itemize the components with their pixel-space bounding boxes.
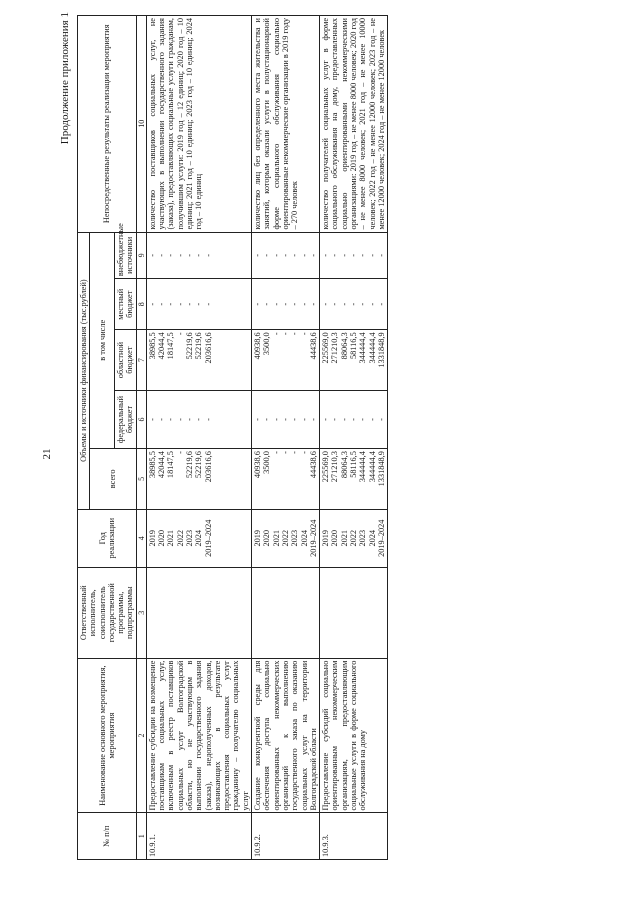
total-cell-value: 271210,3 [330,451,340,483]
offbudget-cell-value: - [290,253,300,257]
col-number: 10 [136,16,146,233]
local-cell-value: - [147,302,157,306]
offbudget-cell-value: - [203,253,213,257]
local-cell-value: - [262,302,272,306]
federal-cell-value: - [184,418,194,421]
local-cell-value: - [299,302,309,306]
local-cell-value: - [339,302,349,306]
total-cell-value: - [290,451,300,454]
offbudget-cell [252,232,320,279]
year-cell-value: 2023 [184,529,194,547]
local-cell-value: - [330,302,340,306]
regional-cell-value: 225569,0 [321,332,331,364]
page-number: 21 [41,448,53,460]
regional-cell-value: 88064,3 [339,332,349,360]
local-cell-value: - [184,302,194,306]
col-number: 8 [136,279,146,330]
year-cell-value: 2021 [339,529,349,547]
year-cell-value: 2021 [166,529,176,547]
local-cell-value: - [376,302,386,306]
results-cell: количество получателей социальных услуг в форме социального обслуживания на дому, предоставленных социально ориентированными некоммерческими организациями: 2019 год – не менее 8000 человек; 2020 год – не менее 8000 человек; 2021 год – не менее 10000 человек; 2022 год – не менее 12000 человек; 2023 год – не менее 12000 человек; 2024 год – не менее 12000 человек [320,16,388,233]
offbudget-cell-value: - [184,253,194,257]
federal-cell-value: - [321,418,331,421]
col-number: 4 [136,509,146,567]
table-row [320,16,388,860]
rotated-content [57,10,617,860]
measure-name: Создание конкурентной среды для обеспечения доступа социально ориентированных некоммерческих организаций к выполнению государственного заказа по оказанию социальных услуг на территории Волгоградской области [252,658,320,813]
local-cell-value: - [271,302,281,306]
header-local: местный бюджет [115,279,137,330]
offbudget-cell-value: - [330,253,340,257]
col-number: 6 [136,390,146,448]
total-cell-value: 203616,6 [203,451,213,483]
regional-cell-value: - [271,332,281,336]
total-cell [320,449,388,510]
offbudget-cell-value: - [253,253,263,257]
col-number: 7 [136,330,146,391]
year-cell-value: 2019 [253,529,263,547]
year-cell-value: 2022 [280,529,290,547]
measure-name: Предоставление субсидий социально ориентированным некоммерческим организациям, предоставляющим социальные услуги в форме социального обслуживания на дому [320,658,388,813]
continuation-note: Продолжение приложения 1 [59,12,71,145]
row-number: 10.9.3. [320,813,388,860]
year-cell-value: 2019 [321,529,331,547]
federal-cell-value: - [166,418,176,421]
federal-cell-value: - [253,418,263,421]
year-cell [252,509,320,567]
offbudget-cell-value: - [280,253,290,257]
federal-cell-value: - [262,418,272,421]
year-cell-value: 2020 [330,529,340,547]
header-financing: Объемы и источники финансирования (тыс.рублей) [78,232,90,509]
offbudget-cell-value: - [157,253,167,257]
executor-cell [252,567,320,658]
year-cell [320,509,388,567]
year-cell-value: 2022 [349,529,359,547]
offbudget-cell-value: - [299,253,309,257]
federal-cell-value: - [358,418,368,421]
local-cell-value: - [308,302,318,306]
federal-cell-value: - [367,418,377,421]
total-cell-value: 225569,0 [321,451,331,483]
total-cell-value: 1331848,9 [376,451,386,487]
total-cell-value: 18147,5 [166,451,176,479]
total-cell-value: 58116,5 [349,451,359,478]
federal-cell-value: - [349,418,359,421]
regional-cell-value: 203616,6 [203,332,213,364]
regional-cell-value: - [280,332,290,336]
federal-cell-value: - [339,418,349,421]
local-cell-value: - [194,302,204,306]
regional-cell-value: 40938,6 [253,332,263,360]
col-number: 1 [136,813,146,860]
col-number: 9 [136,232,146,279]
offbudget-cell-value: - [147,253,157,257]
federal-cell [252,390,320,448]
federal-cell [146,390,251,448]
federal-cell-value: - [194,418,204,421]
total-cell-value: - [271,451,281,454]
year-cell-value: 2024 [367,529,377,547]
results-cell: количество лиц без определенного места жительства и занятий, которым оказали услуги в полустационарной форме социального обслуживания социально ориентированные некоммерческие организации в 2019 году – 270 человек [252,16,320,233]
local-cell-value: - [203,302,213,306]
year-cell-value: 2024 [299,529,309,547]
offbudget-cell-value: - [175,253,185,257]
federal-cell-value: - [157,418,167,421]
total-cell-value: 88064,3 [339,451,349,479]
local-cell [252,279,320,330]
local-cell-value: - [321,302,331,306]
header-year: Год реализации [78,509,137,567]
regional-cell-value: 52219,6 [184,332,194,360]
offbudget-cell-value: - [194,253,204,257]
regional-cell-value: 3500,0 [262,332,272,356]
total-cell-value: 52219,6 [194,451,204,479]
year-cell-value: 2020 [262,529,272,547]
results-cell: количество поставщиков социальных услуг, не участвующих в выполнении государственного задания (заказа), предоставляющих социальные услуги гражданам, получившим услуги: 2019 год – 12 единиц; 2020 год – 10 единиц; 2021 год – 10 единиц; 2023 год – 10 единиц; 2024 год – 10 единиц [146,16,251,233]
offbudget-cell-value: - [358,253,368,257]
federal-cell-value: - [280,418,290,421]
year-cell-value: 2024 [194,529,204,547]
total-cell-value: 40938,6 [253,451,263,479]
regional-cell [146,330,251,391]
local-cell-value: - [358,302,368,306]
local-cell [146,279,251,330]
table-row [252,16,320,860]
table-row [146,16,251,860]
header-federal: федеральный бюджет [115,390,137,448]
col-number: 3 [136,567,146,658]
regional-cell-value: 52219,6 [194,332,204,360]
federal-cell-value: - [376,418,386,421]
year-cell-value: 2019–2024 [203,519,213,557]
total-cell [252,449,320,510]
offbudget-cell-value: - [321,253,331,257]
header-total: всего [90,449,136,510]
executor-cell [320,567,388,658]
total-cell [146,449,251,510]
local-cell-value: - [157,302,167,306]
federal-cell-value: - [271,418,281,421]
offbudget-cell-value: - [339,253,349,257]
offbudget-cell-value: - [166,253,176,257]
regional-cell [252,330,320,391]
federal-cell-value: - [147,418,157,421]
federal-cell [320,390,388,448]
local-cell-value: - [166,302,176,306]
local-cell [320,279,388,330]
year-cell [146,509,251,567]
offbudget-cell-value: - [262,253,272,257]
header-regional: областной бюджет [115,330,137,391]
col-number: 2 [136,658,146,813]
regional-cell-value: 1331848,9 [376,332,386,368]
total-cell-value: - [280,451,290,454]
offbudget-cell-value: - [308,253,318,257]
row-number: 10.9.2. [252,813,320,860]
measure-name: Предоставление субсидии на возмещение поставщикам социальных услуг, включенным в реестр поставщиков социальных услуг Волгоградской области, но не участвующим в выполнении государственного задания (заказа), недополученных доходов, возникающих в результате предоставления социальных услуг гражданину – получателю социальных услуг [146,658,251,813]
local-cell-value: - [367,302,377,306]
local-cell-value: - [175,302,185,306]
total-cell-value: 38985,5 [147,451,157,479]
total-cell-value: 42044,4 [157,451,167,479]
offbudget-cell-value: - [349,253,359,257]
year-cell-value: 2023 [358,529,368,547]
header-including: в том числе [90,232,115,449]
federal-cell-value: - [290,418,300,421]
local-cell-value: - [349,302,359,306]
regional-cell-value: - [299,332,309,336]
local-cell-value: - [290,302,300,306]
regional-cell-value: 58116,5 [349,332,359,360]
header-num: № п/п [78,813,137,860]
federal-cell-value: - [299,418,309,421]
regional-cell-value: 38985,5 [147,332,157,360]
total-cell-value: 3500,0 [262,451,272,474]
federal-cell-value: - [175,418,185,421]
header-offbudget: внебюджетные источники [115,232,137,279]
total-cell-value: - [299,451,309,454]
header-name: Наименование основного мероприятия, мероприятия [78,658,137,813]
local-cell-value: - [253,302,263,306]
regional-cell-value: 42044,4 [157,332,167,360]
offbudget-cell-value: - [367,253,377,257]
local-cell-value: - [280,302,290,306]
offbudget-cell [320,232,388,279]
total-cell-value: 52219,6 [184,451,194,479]
offbudget-cell [146,232,251,279]
total-cell-value: - [175,451,185,454]
federal-cell-value: - [203,418,213,421]
federal-cell-value: - [330,418,340,421]
year-cell-value: 2022 [175,529,185,547]
total-cell-value: 44438,6 [308,451,318,479]
year-cell-value: 2020 [157,529,167,547]
header-results: Непосредственные результаты реализации мероприятия [78,16,137,233]
year-cell-value: 2021 [271,529,281,547]
col-number: 5 [136,449,146,510]
year-cell-value: 2019 [147,529,157,547]
header-executor: Ответственный исполнитель, соисполнитель государственной программы, подпрограммы [78,567,137,658]
total-cell-value: 344444,4 [358,451,368,483]
program-table [77,15,388,860]
federal-cell-value: - [308,418,318,421]
year-cell-value: 2019–2024 [308,519,318,557]
row-number: 10.9.1. [146,813,251,860]
year-cell-value: 2019–2024 [376,519,386,557]
regional-cell-value: 44438,6 [308,332,318,360]
regional-cell-value: 344444,4 [358,332,368,364]
total-cell-value: 344444,4 [367,451,377,483]
regional-cell [320,330,388,391]
regional-cell-value: 344444,4 [367,332,377,364]
regional-cell-value: - [290,332,300,336]
offbudget-cell-value: - [271,253,281,257]
offbudget-cell-value: - [376,253,386,257]
year-cell-value: 2023 [290,529,300,547]
regional-cell-value: 18147,5 [166,332,176,360]
regional-cell-value: 271210,3 [330,332,340,364]
regional-cell-value: - [175,332,185,336]
executor-cell [146,567,251,658]
